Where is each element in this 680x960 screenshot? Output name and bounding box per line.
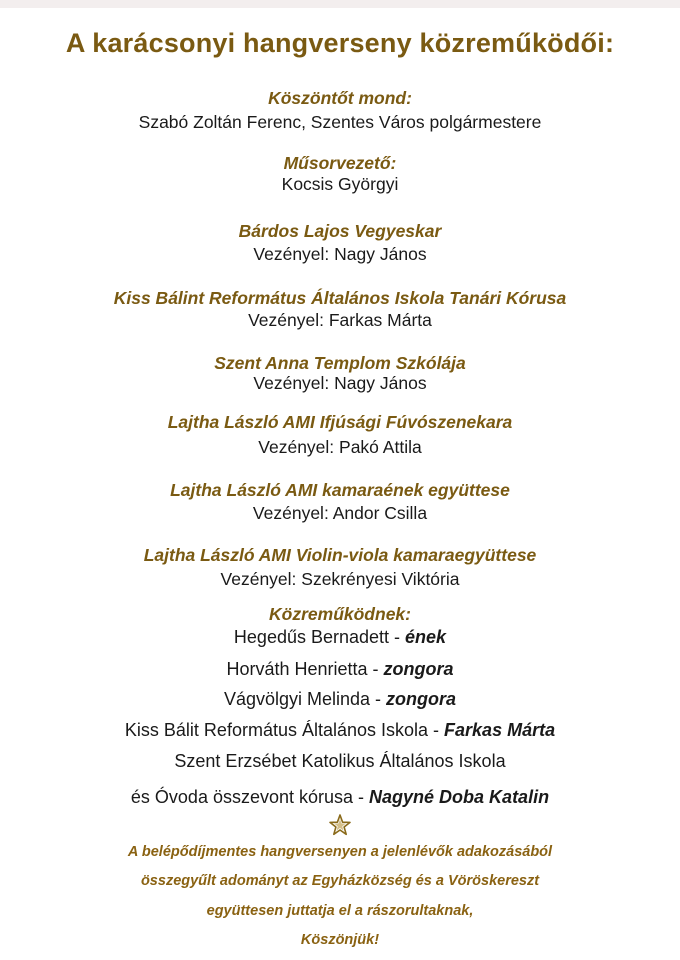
section-heading: Köszöntőt mond:: [268, 88, 412, 108]
top-band: [0, 0, 680, 8]
performer-name: Horváth Henrietta -: [226, 659, 384, 679]
section-heading: Szent Anna Templom Szkólája: [214, 353, 466, 373]
performer-role: Nagyné Doba Katalin: [369, 787, 550, 807]
performer-row: [0, 689, 680, 710]
performer-row: [0, 659, 680, 680]
section-heading: Lajtha László AMI kamaraének együttese: [170, 480, 510, 500]
performer-row: [0, 787, 680, 808]
performer-role: zongora: [383, 659, 454, 679]
performer-role: Farkas Márta: [444, 720, 556, 740]
performers-heading: Közreműködnek:: [269, 604, 411, 624]
performer-role: zongora: [386, 689, 457, 709]
performer-name: és Óvoda összevont kórusa -: [130, 787, 370, 807]
page-title: A karácsonyi hangverseny közreműködői:: [65, 28, 615, 58]
section-text: Vezényel: Szekrényesi Viktória: [220, 569, 460, 589]
note-line: összegyűlt adományt az Egyházközség és a Vöröskereszt: [140, 873, 540, 889]
note-thanks: Köszönjük!: [300, 932, 380, 948]
section-heading: Műsorvezető:: [283, 153, 397, 173]
performer-row: [0, 720, 680, 741]
section-text: Vezényel: Pakó Attila: [258, 437, 422, 457]
performer-name: Vágvölgyi Melinda -: [223, 689, 387, 709]
section-text: Kocsis Györgyi: [281, 174, 399, 194]
section-text: Szabó Zoltán Ferenc, Szentes Város polgármestere: [138, 112, 542, 132]
section-text: Vezényel: Farkas Márta: [248, 310, 432, 330]
section-text: Vezényel: Nagy János: [253, 373, 427, 393]
section-heading: Kiss Bálint Református Általános Iskola Tanári Kórusa: [113, 288, 567, 308]
section-heading: Bárdos Lajos Vegyeskar: [238, 221, 442, 241]
star-icon: [328, 813, 352, 837]
section-heading: Lajtha László AMI Ifjúsági Fúvószenekara: [167, 412, 513, 432]
note-line: együttesen juttatja el a rászorultaknak,: [206, 903, 474, 919]
section-heading: Lajtha László AMI Violin-viola kamaraegyüttese: [143, 545, 537, 565]
section-text: Vezényel: Nagy János: [253, 244, 427, 264]
performer-row: [0, 627, 680, 648]
section-text: Vezényel: Andor Csilla: [252, 503, 428, 523]
performer-name: Szent Erzsébet Katolikus Általános Iskola: [174, 751, 506, 771]
note-line: A belépődíjmentes hangversenyen a jelenlévők adakozásából: [127, 844, 553, 860]
performer-role: ének: [405, 627, 447, 647]
performer-row: [0, 751, 680, 772]
performer-name: Kiss Bálit Református Általános Iskola -: [124, 720, 445, 740]
performer-name: Hegedűs Bernadett -: [233, 627, 406, 647]
